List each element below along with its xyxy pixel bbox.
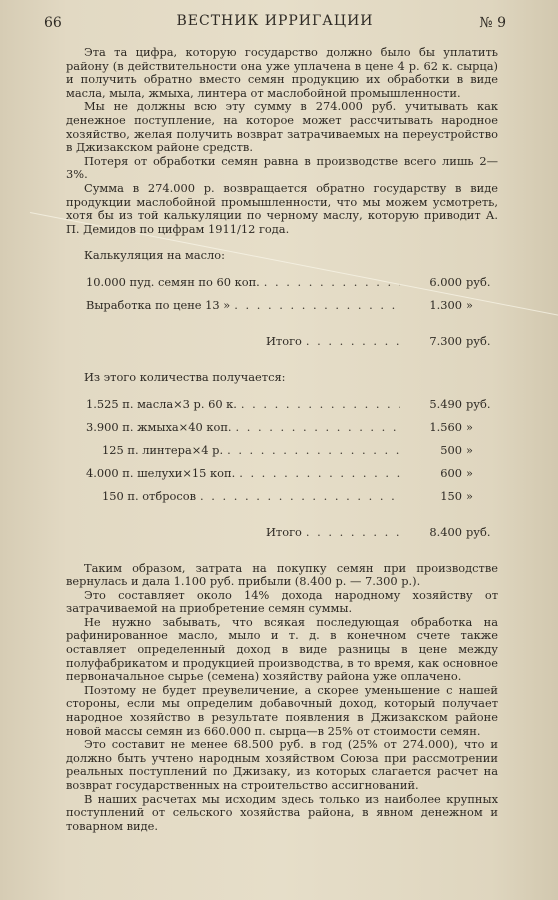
yield-row-value: 500	[440, 443, 462, 457]
calc-row	[86, 299, 498, 322]
yield-row-value: 1.560	[429, 420, 462, 434]
yield-row	[86, 467, 498, 490]
yield-row-label: 1.525 п. масла×3 р. 60 к.	[86, 397, 237, 411]
calc-row-unit: »	[466, 298, 473, 312]
calc-total-label: Итого	[266, 334, 302, 348]
calc-total-unit: руб.	[466, 334, 491, 348]
dot-leader	[306, 526, 400, 540]
yield-title: Из этого количества получается:	[84, 369, 286, 384]
paragraph: Потеря от обработки семян равна в производстве всего лишь 2—3%.	[66, 153, 498, 182]
paragraph: Поэтому не будет преувеличение, а скорее уменьшение с нашей стороны, если мы определим добавочный доход, который получает народное хозяйство в результате появления в Джизакском районе новой массы семян из 660.000 п. сырца—в 25% от стоимости семян.	[66, 682, 498, 738]
calc-row-label: Выработка по цене 13 »	[86, 298, 231, 312]
paragraph: Сумма в 274.000 р. возвращается обратно государству в виде продукции маслобойной промышленности, что мы можем усмотреть, хотя бы из той калькуляции по черному маслу, которую приводит А. П. Демидов по цифрам 1911/12 года.	[66, 180, 498, 236]
yield-row	[102, 444, 498, 467]
yield-row-value: 5.490	[429, 397, 462, 411]
yield-row-value: 600	[440, 466, 462, 480]
calc-row-value: 1.300	[429, 298, 462, 312]
paragraph: Это составит не менее 68.500 руб. в год (25% от 274.000), что и должно быть учтено народным хозяйством Союза при рассмотрении реальных поступлений по Джизаку, из которых слагается расчет на возврат государственных на строительство ассигнований.	[66, 737, 498, 792]
yield-row-unit: »	[466, 489, 473, 503]
dot-leader	[234, 299, 400, 313]
calc-row-unit: руб.	[466, 275, 491, 289]
paragraph: Не нужно забывать, что всякая последующая обработка на рафинированное масло, мыло и т. д. в конечном счете также оставляет определенный доход в виде разницы в цене между полуфабрикатом и продукцией производства, в то время, как основное первоначальное сырье (семена) хозяйству района уже оплачено.	[66, 614, 498, 684]
yield-row-label: 3.900 п. жмыха×40 коп.	[86, 420, 232, 434]
calc-row-value: 6.000	[429, 275, 462, 289]
dot-leader	[264, 276, 400, 290]
yield-row	[86, 398, 498, 421]
running-header	[44, 13, 506, 35]
paragraph: В наших расчетах мы исходим здесь только из наиболее крупных поступлений от сельского хозяйства района, в явном денежном и товарном виде.	[66, 791, 498, 833]
yield-row-unit: »	[466, 443, 473, 457]
dot-leader	[241, 398, 400, 412]
yield-row	[102, 490, 498, 513]
paragraph: Таким образом, затрата на покупку семян при производстве вернулась и дала 1.100 руб. прибыли (8.400 р. — 7.300 р.).	[66, 560, 498, 589]
yield-row-label: 4.000 п. шелухи×15 коп.	[86, 466, 236, 480]
paragraph: Мы не должны всю эту сумму в 274.000 руб. учитывать как денежное поступление, на которое может рассчитывать народное хозяйство, желая получить возврат затрачиваемых на переустройство в Джизакском районе средств.	[66, 99, 498, 155]
journal-title: ВЕСТНИК ИРРИГАЦИИ	[176, 13, 374, 29]
yield-row	[86, 421, 498, 444]
dot-leader	[306, 335, 400, 349]
calc-row-label: 10.000 пуд. семян по 60 коп.	[86, 275, 260, 289]
dot-leader	[200, 490, 400, 504]
calc-title: Калькуляция на масло:	[84, 248, 225, 263]
article-body	[66, 46, 498, 833]
yield-total-value: 8.400	[429, 525, 462, 539]
yield-total-label: Итого	[266, 525, 302, 539]
yield-row-unit: »	[466, 466, 473, 480]
paragraph: Эта та цифра, которую государство должно было бы уплатить району (в действительности она уже уплачена в цене 4 р. 62 к. сырца) и получить обратно вместо семян продукцию их обработки в виде масла, мыла, жмыха, линтера от маслобойной промышленности.	[66, 45, 498, 100]
yield-total-unit: руб.	[466, 525, 491, 539]
dot-leader	[227, 444, 400, 458]
paragraph: Это составляет около 14% дохода народному хозяйству от затрачиваемой на приобретение семян суммы.	[66, 587, 498, 616]
yield-row-unit: руб.	[466, 397, 491, 411]
dot-leader	[236, 421, 400, 435]
yield-row-label: 125 п. линтера×4 р.	[102, 443, 224, 457]
calc-total-value: 7.300	[429, 334, 462, 348]
dot-leader	[239, 467, 400, 481]
issue-number: № 9	[479, 15, 506, 31]
yield-row-value: 150	[440, 489, 462, 503]
page-number: 66	[44, 15, 62, 31]
calc-row	[86, 276, 498, 299]
yield-row-unit: »	[466, 420, 473, 434]
yield-total-row	[66, 526, 498, 549]
calc-total-row	[66, 335, 498, 358]
yield-row-label: 150 п. отбросов	[102, 489, 197, 503]
